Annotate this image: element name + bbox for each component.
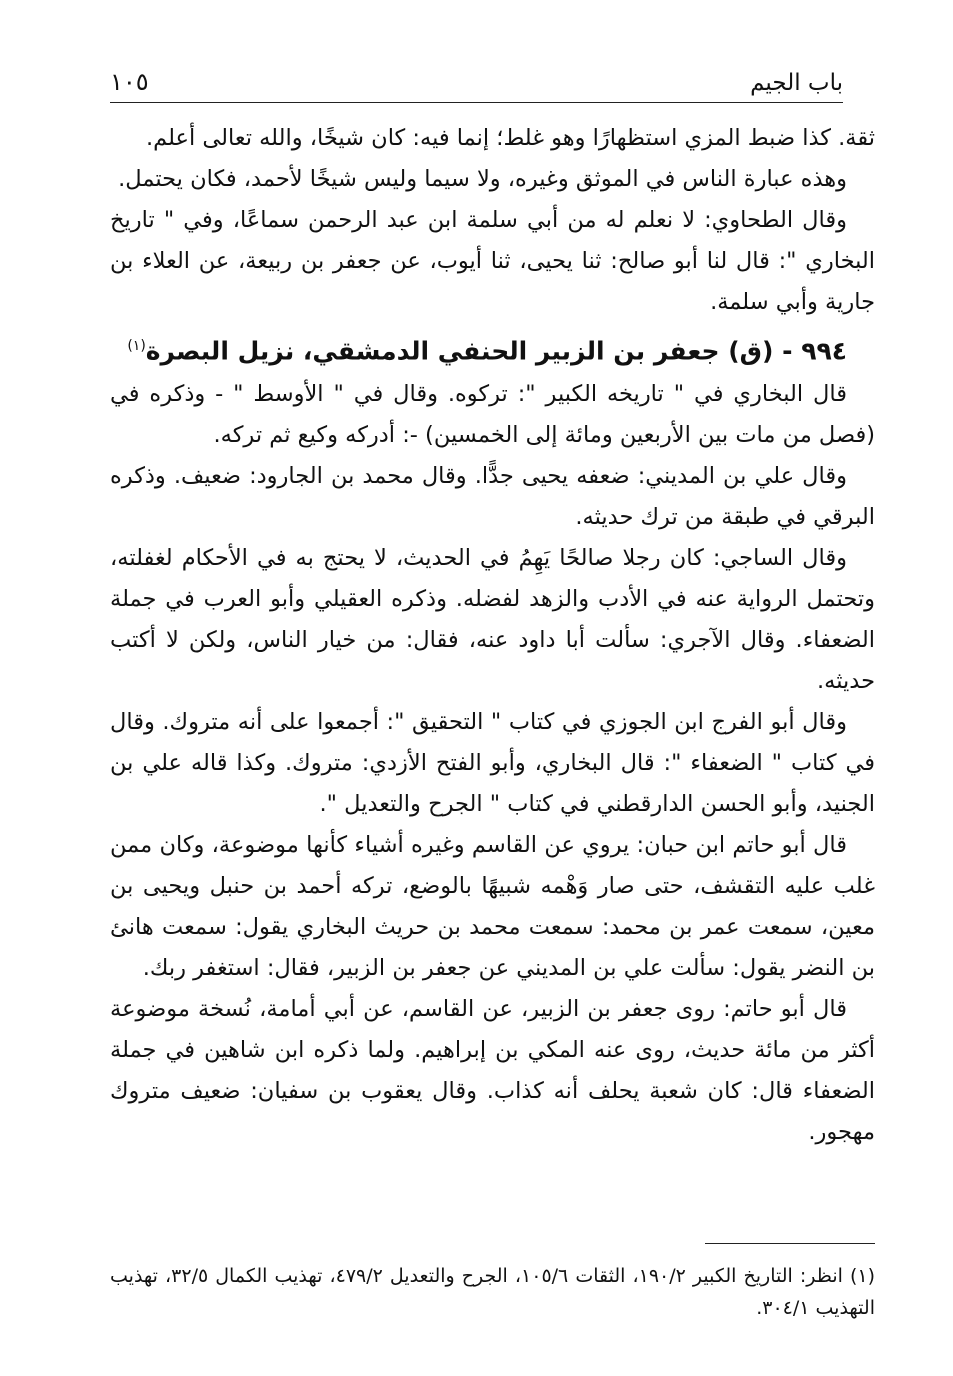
- footnote-text: (١) انظر: التاريخ الكبير ١٩٠/٢، الثقات ١٠٥/٦، الجرح والتعديل ٤٧٩/٢، تهذيب الكمال ٣٢/٥، تهذيب التهذيب ٣٠٤/١.: [110, 1265, 875, 1319]
- main-text: [110, 118, 875, 1153]
- footnote-reference[interactable]: (١): [127, 338, 146, 354]
- paragraph: ثقة. كذا ضبط المزي استظهارًا وهو غلط؛ إنما فيه: كان شيخًا، والله تعالى أعلم.: [145, 125, 875, 151]
- paragraph: قال أبو حاتم ابن حبان: يروي عن القاسم وغيره أشياء كأنها موضوعة، وكان ممن غلب عليه التقشف، حتى صار وَهْمه شبيهًا بالوضع، تركه أحمد بن حنبل ويحيى بن معين، سمعت عمر بن محمد: سمعت محمد بن حريث البخاري يقول: سمعت هانئ بن النضر يقول: سألت علي بن المديني عن جعفر بن الزبير، فقال: استغفر ربك.: [110, 832, 875, 982]
- running-header: [110, 62, 843, 103]
- entry-heading: [110, 323, 875, 374]
- page-number: ١٠٥: [110, 68, 149, 96]
- paragraph: وقال علي بن المديني: ضعفه يحيى جدًّا. وقال محمد بن الجارود: ضعيف. وذكره البرقي في طبقة من ترك حديثه.: [110, 463, 875, 531]
- chapter-title: باب الجيم: [750, 70, 843, 96]
- paragraph: وقال أبو الفرج ابن الجوزي في كتاب " التحقيق ": أجمعوا على أنه متروك. وقال في كتاب " الضعفاء ": قال البخاري، وأبو الفتح الأزدي: متروك. وكذا قاله علي بن الجنيد، وأبو الحسن الدارقطني في كتاب " الجرح والتعديل ".: [110, 709, 875, 818]
- paragraph: وقال الطحاوي: لا نعلم له من أبي سلمة ابن عبد الرحمن سماعًا، وفي " تاريخ البخاري ": قال لنا أبو صالح: ثنا يحيى، ثنا أيوب، عن جعفر بن ربيعة، عن العلاء بن جارية وأبي سلمة.: [110, 207, 875, 315]
- paragraph: وقال الساجي: كان رجلا صالحًا يَهِمُ في الحديث، لا يحتج به في الأحكام لغفلته، وتحتمل الرواية عنه في الأدب والزهد لفضله. وذكره العقيلي وأبو العرب في جملة الضعفاء. وقال الآجري: سألت أبا داود عنه، فقال: من خيار الناس، ولكن لا أكتب حديثه.: [110, 545, 875, 695]
- entry-title-text: ٩٩٤ - (ق) جعفر بن الزبير الحنفي الدمشقي، نزيل البصرة: [145, 336, 847, 366]
- paragraph: قال البخاري في " تاريخه الكبير ": تركوه. وقال في " الأوسط " - وذكره في (فصل من مات بين الأربعين ومائة إلى الخمسين) -: أدركه وكيع ثم تركه.: [110, 381, 875, 449]
- paragraph: قال أبو حاتم: روى جعفر بن الزبير، عن القاسم، عن أبي أمامة، نُسخة موضوعة أكثر من مائة حديث، روى عنه المكي بن إبراهيم. ولما ذكره ابن شاهين في جملة الضعفاء قال: كان شعبة يحلف أنه كذاب. وقال يعقوب بن سفيان: ضعيف متروك مهجور.: [110, 996, 875, 1146]
- paragraph: وهذه عبارة الناس في الموثق وغيره، ولا سيما وليس شيخًا لأحمد، فكان يحتمل.: [118, 166, 847, 192]
- footnote-separator: [705, 1243, 875, 1244]
- footnote: [110, 1260, 875, 1324]
